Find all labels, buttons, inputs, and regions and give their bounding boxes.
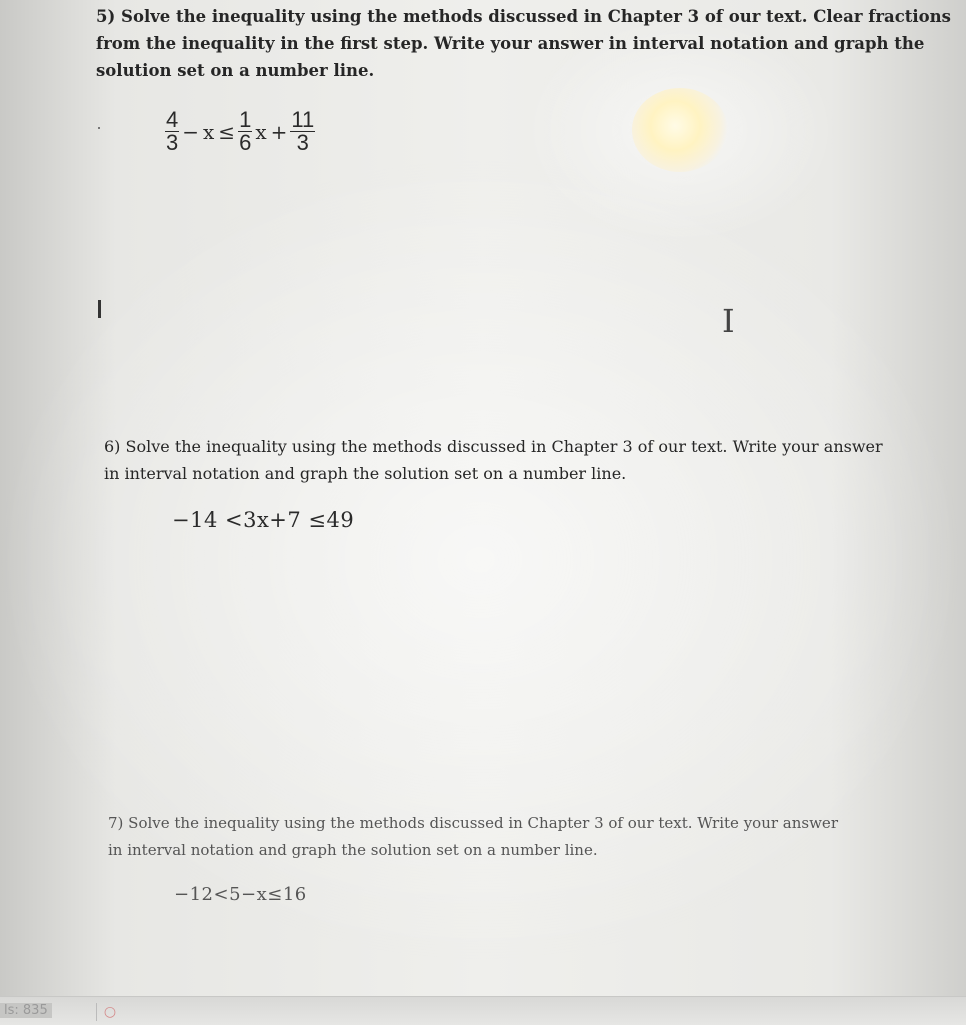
- fraction-denominator: 3: [166, 130, 179, 155]
- status-text: ls: 835: [0, 1003, 52, 1018]
- problem-6-inequality: −14 <3x+7 ≤49: [172, 508, 355, 532]
- ibeam-cursor-icon: I: [722, 302, 735, 340]
- screen-glare: [632, 88, 728, 172]
- fraction-eleven-thirds: [290, 107, 315, 155]
- fraction-denominator: 3: [296, 130, 309, 155]
- problem-6-text: [104, 433, 883, 487]
- minus-sign: −: [182, 119, 200, 144]
- problem-7-line-2: in interval notation and graph the solution set on a number line.: [108, 841, 598, 859]
- problem-5-line-1: 5) Solve the inequality using the methods discussed in Chapter 3 of our text. Clear fractions: [96, 7, 951, 26]
- problem-5-text: [96, 3, 951, 84]
- taskbar: [0, 996, 966, 1025]
- problem-6-line-1: 6) Solve the inequality using the methods discussed in Chapter 3 of our text. Write your answer: [104, 437, 883, 456]
- plus-sign: +: [270, 119, 288, 144]
- fraction-numerator: 1: [239, 107, 252, 132]
- fraction-numerator: 4: [166, 107, 179, 132]
- problem-5-inequality: [164, 107, 316, 155]
- variable-x: x: [203, 119, 215, 144]
- fraction-numerator: 11: [291, 107, 315, 132]
- problem-5-line-2: from the inequality in the first step. Write your answer in interval notation and graph the: [96, 34, 925, 53]
- problem-7-line-1: 7) Solve the inequality using the methods discussed in Chapter 3 of our text. Write your answer: [108, 814, 838, 832]
- problem-7-inequality: −12<5−x≤16: [174, 884, 307, 905]
- less-equal-sign: ≤: [218, 119, 236, 144]
- fraction-denominator: 6: [239, 130, 252, 155]
- variable-x: x: [255, 119, 267, 144]
- stray-dot: [98, 127, 100, 129]
- problem-5-line-3: solution set on a number line.: [96, 61, 375, 80]
- fraction-one-sixth: [238, 107, 252, 155]
- text-cursor: [98, 300, 101, 318]
- problem-7-text: [108, 810, 838, 864]
- fraction-four-thirds: [165, 107, 179, 155]
- app-taskbar-icon[interactable]: ○: [96, 1003, 123, 1021]
- problem-6-line-2: in interval notation and graph the solution set on a number line.: [104, 464, 627, 483]
